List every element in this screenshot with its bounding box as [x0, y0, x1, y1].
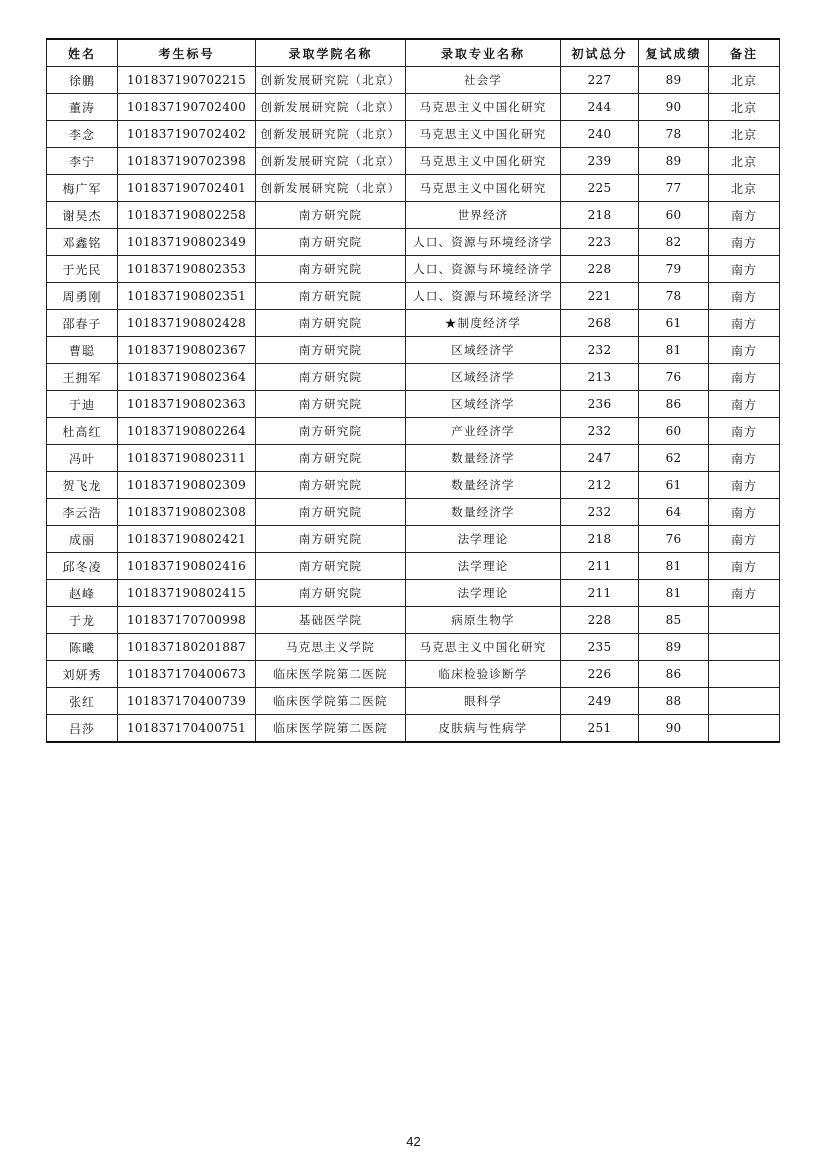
table-row	[47, 553, 780, 580]
cell-major: 区域经济学	[406, 364, 561, 391]
cell-major: 区域经济学	[406, 391, 561, 418]
cell-college: 南方研究院	[256, 229, 406, 256]
cell-initial-score: 228	[561, 607, 639, 634]
cell-major: 马克思主义中国化研究	[406, 148, 561, 175]
cell-retest-score: 82	[639, 229, 709, 256]
cell-college: 南方研究院	[256, 337, 406, 364]
table-row	[47, 526, 780, 553]
table-row	[47, 94, 780, 121]
cell-candidate-id: 101837190802367	[118, 337, 256, 364]
cell-retest-score: 90	[639, 94, 709, 121]
cell-name: 赵峰	[47, 580, 118, 607]
cell-retest-score: 79	[639, 256, 709, 283]
cell-name: 成丽	[47, 526, 118, 553]
cell-name: 周勇刚	[47, 283, 118, 310]
cell-college: 临床医学院第二医院	[256, 715, 406, 743]
cell-initial-score: 244	[561, 94, 639, 121]
cell-major: 人口、资源与环境经济学	[406, 256, 561, 283]
cell-remark	[709, 715, 780, 743]
cell-candidate-id: 101837190802351	[118, 283, 256, 310]
cell-remark	[709, 688, 780, 715]
cell-candidate-id: 101837170400739	[118, 688, 256, 715]
cell-name: 李念	[47, 121, 118, 148]
cell-remark: 北京	[709, 175, 780, 202]
cell-initial-score: 213	[561, 364, 639, 391]
cell-initial-score: 268	[561, 310, 639, 337]
table-row	[47, 148, 780, 175]
table-row	[47, 688, 780, 715]
cell-remark: 北京	[709, 121, 780, 148]
cell-initial-score: 211	[561, 580, 639, 607]
table-row	[47, 364, 780, 391]
cell-candidate-id: 101837190702401	[118, 175, 256, 202]
header-initial-score: 初试总分	[561, 39, 639, 67]
cell-college: 马克思主义学院	[256, 634, 406, 661]
cell-initial-score: 232	[561, 499, 639, 526]
table-row	[47, 67, 780, 94]
cell-major: 社会学	[406, 67, 561, 94]
cell-remark	[709, 634, 780, 661]
cell-college: 南方研究院	[256, 499, 406, 526]
cell-initial-score: 239	[561, 148, 639, 175]
table-row	[47, 256, 780, 283]
cell-initial-score: 218	[561, 526, 639, 553]
cell-college: 创新发展研究院（北京）	[256, 175, 406, 202]
cell-initial-score: 232	[561, 418, 639, 445]
cell-major: 区域经济学	[406, 337, 561, 364]
table-row	[47, 607, 780, 634]
table-row	[47, 310, 780, 337]
cell-remark: 南方	[709, 526, 780, 553]
header-college: 录取学院名称	[256, 39, 406, 67]
cell-major: 法学理论	[406, 526, 561, 553]
cell-name: 于迪	[47, 391, 118, 418]
cell-initial-score: 236	[561, 391, 639, 418]
table-row	[47, 121, 780, 148]
page-number: 42	[406, 1134, 421, 1149]
header-retest-score: 复试成绩	[639, 39, 709, 67]
cell-major: 临床检验诊断学	[406, 661, 561, 688]
cell-name: 曹聪	[47, 337, 118, 364]
cell-college: 创新发展研究院（北京）	[256, 121, 406, 148]
cell-name: 冯叶	[47, 445, 118, 472]
cell-major: 人口、资源与环境经济学	[406, 229, 561, 256]
cell-initial-score: 232	[561, 337, 639, 364]
cell-college: 南方研究院	[256, 526, 406, 553]
cell-remark: 北京	[709, 94, 780, 121]
cell-college: 南方研究院	[256, 283, 406, 310]
table-row	[47, 202, 780, 229]
cell-candidate-id: 101837190802311	[118, 445, 256, 472]
cell-name: 邱冬凌	[47, 553, 118, 580]
cell-name: 陈曦	[47, 634, 118, 661]
cell-remark: 南方	[709, 364, 780, 391]
table-row	[47, 580, 780, 607]
cell-retest-score: 81	[639, 337, 709, 364]
cell-name: 李宁	[47, 148, 118, 175]
cell-initial-score: 226	[561, 661, 639, 688]
cell-candidate-id: 101837190802308	[118, 499, 256, 526]
cell-major: 法学理论	[406, 580, 561, 607]
cell-retest-score: 61	[639, 310, 709, 337]
cell-name: 梅广军	[47, 175, 118, 202]
cell-remark	[709, 661, 780, 688]
cell-remark: 南方	[709, 391, 780, 418]
cell-candidate-id: 101837190802421	[118, 526, 256, 553]
cell-initial-score: 228	[561, 256, 639, 283]
cell-college: 南方研究院	[256, 472, 406, 499]
cell-remark: 南方	[709, 256, 780, 283]
cell-retest-score: 88	[639, 688, 709, 715]
cell-retest-score: 89	[639, 67, 709, 94]
cell-remark: 南方	[709, 499, 780, 526]
cell-name: 谢昊杰	[47, 202, 118, 229]
cell-retest-score: 64	[639, 499, 709, 526]
cell-candidate-id: 101837190802428	[118, 310, 256, 337]
cell-retest-score: 85	[639, 607, 709, 634]
cell-initial-score: 211	[561, 553, 639, 580]
table-row	[47, 445, 780, 472]
cell-candidate-id: 101837190802309	[118, 472, 256, 499]
table-row	[47, 229, 780, 256]
cell-name: 王拥军	[47, 364, 118, 391]
cell-college: 南方研究院	[256, 202, 406, 229]
cell-name: 邓鑫铭	[47, 229, 118, 256]
header-remark: 备注	[709, 39, 780, 67]
table-row	[47, 391, 780, 418]
table-row	[47, 175, 780, 202]
header-major: 录取专业名称	[406, 39, 561, 67]
table-row	[47, 472, 780, 499]
cell-major: 人口、资源与环境经济学	[406, 283, 561, 310]
cell-name: 于龙	[47, 607, 118, 634]
cell-candidate-id: 101837170400673	[118, 661, 256, 688]
cell-retest-score: 81	[639, 553, 709, 580]
cell-remark: 南方	[709, 472, 780, 499]
cell-initial-score: 227	[561, 67, 639, 94]
cell-name: 贺飞龙	[47, 472, 118, 499]
cell-candidate-id: 101837190802415	[118, 580, 256, 607]
cell-college: 南方研究院	[256, 445, 406, 472]
header-name: 姓名	[47, 39, 118, 67]
cell-initial-score: 251	[561, 715, 639, 743]
cell-major: 马克思主义中国化研究	[406, 634, 561, 661]
cell-college: 临床医学院第二医院	[256, 661, 406, 688]
cell-name: 刘妍秀	[47, 661, 118, 688]
cell-retest-score: 62	[639, 445, 709, 472]
cell-initial-score: 223	[561, 229, 639, 256]
cell-major: 马克思主义中国化研究	[406, 121, 561, 148]
cell-remark: 南方	[709, 445, 780, 472]
cell-retest-score: 60	[639, 202, 709, 229]
cell-college: 临床医学院第二医院	[256, 688, 406, 715]
cell-candidate-id: 101837180201887	[118, 634, 256, 661]
cell-candidate-id: 101837190702215	[118, 67, 256, 94]
cell-remark: 南方	[709, 202, 780, 229]
cell-candidate-id: 101837190802349	[118, 229, 256, 256]
cell-major: 病原生物学	[406, 607, 561, 634]
cell-retest-score: 89	[639, 148, 709, 175]
cell-name: 徐鹏	[47, 67, 118, 94]
table-row	[47, 661, 780, 688]
cell-major: 皮肤病与性病学	[406, 715, 561, 743]
cell-candidate-id: 101837170700998	[118, 607, 256, 634]
cell-initial-score: 225	[561, 175, 639, 202]
cell-retest-score: 61	[639, 472, 709, 499]
cell-college: 基础医学院	[256, 607, 406, 634]
cell-college: 南方研究院	[256, 256, 406, 283]
cell-initial-score: 247	[561, 445, 639, 472]
cell-retest-score: 86	[639, 661, 709, 688]
cell-major: 产业经济学	[406, 418, 561, 445]
cell-college: 南方研究院	[256, 391, 406, 418]
table-row	[47, 418, 780, 445]
cell-initial-score: 212	[561, 472, 639, 499]
cell-college: 创新发展研究院（北京）	[256, 148, 406, 175]
cell-name: 张红	[47, 688, 118, 715]
cell-college: 创新发展研究院（北京）	[256, 67, 406, 94]
table-row	[47, 634, 780, 661]
cell-name: 董涛	[47, 94, 118, 121]
cell-retest-score: 86	[639, 391, 709, 418]
cell-name: 吕莎	[47, 715, 118, 743]
cell-retest-score: 78	[639, 121, 709, 148]
cell-initial-score: 221	[561, 283, 639, 310]
cell-college: 南方研究院	[256, 364, 406, 391]
cell-major: 眼科学	[406, 688, 561, 715]
cell-candidate-id: 101837190802364	[118, 364, 256, 391]
cell-retest-score: 76	[639, 526, 709, 553]
cell-major: 数量经济学	[406, 499, 561, 526]
cell-remark: 北京	[709, 67, 780, 94]
cell-name: 于光民	[47, 256, 118, 283]
cell-remark: 南方	[709, 553, 780, 580]
cell-initial-score: 235	[561, 634, 639, 661]
cell-name: 邵春子	[47, 310, 118, 337]
cell-retest-score: 81	[639, 580, 709, 607]
cell-retest-score: 76	[639, 364, 709, 391]
cell-initial-score: 249	[561, 688, 639, 715]
cell-retest-score: 77	[639, 175, 709, 202]
cell-major: 数量经济学	[406, 445, 561, 472]
cell-major: 数量经济学	[406, 472, 561, 499]
cell-retest-score: 78	[639, 283, 709, 310]
table-row	[47, 283, 780, 310]
cell-candidate-id: 101837190702400	[118, 94, 256, 121]
table-row	[47, 337, 780, 364]
cell-candidate-id: 101837190802258	[118, 202, 256, 229]
cell-retest-score: 60	[639, 418, 709, 445]
cell-name: 杜高红	[47, 418, 118, 445]
cell-initial-score: 240	[561, 121, 639, 148]
cell-retest-score: 90	[639, 715, 709, 743]
cell-candidate-id: 101837190702402	[118, 121, 256, 148]
cell-remark: 南方	[709, 580, 780, 607]
cell-major: ★制度经济学	[406, 310, 561, 337]
cell-remark: 南方	[709, 337, 780, 364]
table-row	[47, 499, 780, 526]
admission-table	[46, 38, 780, 743]
cell-candidate-id: 101837190702398	[118, 148, 256, 175]
cell-remark: 南方	[709, 283, 780, 310]
cell-college: 南方研究院	[256, 553, 406, 580]
cell-candidate-id: 101837190802363	[118, 391, 256, 418]
cell-candidate-id: 101837190802416	[118, 553, 256, 580]
table-row	[47, 715, 780, 743]
cell-remark: 南方	[709, 418, 780, 445]
header-candidate-id: 考生标号	[118, 39, 256, 67]
cell-name: 李云浩	[47, 499, 118, 526]
header-row	[47, 39, 780, 67]
table-body	[47, 67, 780, 743]
cell-remark: 南方	[709, 310, 780, 337]
cell-major: 马克思主义中国化研究	[406, 94, 561, 121]
cell-college: 南方研究院	[256, 310, 406, 337]
cell-major: 法学理论	[406, 553, 561, 580]
cell-candidate-id: 101837190802264	[118, 418, 256, 445]
cell-initial-score: 218	[561, 202, 639, 229]
cell-major: 马克思主义中国化研究	[406, 175, 561, 202]
cell-college: 南方研究院	[256, 580, 406, 607]
cell-retest-score: 89	[639, 634, 709, 661]
cell-major: 世界经济	[406, 202, 561, 229]
cell-remark: 北京	[709, 148, 780, 175]
cell-remark	[709, 607, 780, 634]
cell-college: 南方研究院	[256, 418, 406, 445]
cell-candidate-id: 101837190802353	[118, 256, 256, 283]
cell-college: 创新发展研究院（北京）	[256, 94, 406, 121]
cell-remark: 南方	[709, 229, 780, 256]
cell-candidate-id: 101837170400751	[118, 715, 256, 743]
